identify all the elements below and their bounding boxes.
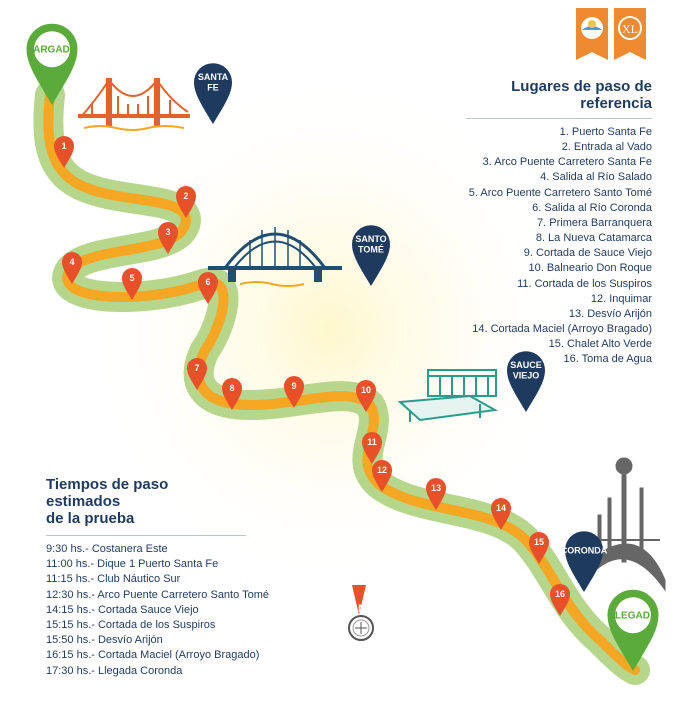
logo-badge-text: XL — [622, 22, 638, 36]
start-marker-label: LARGADA — [27, 44, 77, 56]
estimated-time-item: 15:15 hs.- Cortada de los Suspiros — [46, 619, 216, 632]
city-marker-santo-tome-label: SANTO — [355, 234, 387, 245]
estimated-times-title — [46, 476, 236, 527]
estimated-time-item: 11:15 hs.- Club Náutico Sur — [46, 573, 181, 586]
reference-place-item: 12. Inquimar — [590, 292, 652, 305]
estimated-time-item: 17:30 hs.- Llegada Coronda — [46, 664, 183, 677]
logo-badges — [576, 8, 646, 60]
reference-place-item: 4. Salida al Río Salado — [540, 171, 652, 184]
estimated-times-panel — [46, 476, 269, 679]
reference-place-item: 9. Cortada de Sauce Viejo — [523, 247, 652, 260]
reference-places-panel — [466, 78, 652, 371]
reference-places-list — [466, 125, 652, 371]
reference-place-item: 5. Arco Puente Carretero Santo Tomé — [468, 186, 652, 199]
estimated-times-list — [46, 542, 269, 679]
suspension-bridge-illustration — [78, 78, 190, 130]
city-marker-sauce-viejo-label: VIEJO — [512, 370, 540, 381]
waypoint-pin-14-label: 14 — [495, 503, 507, 514]
reference-place-item: 13. Desvío Arijón — [568, 307, 652, 320]
estimated-times-title-line2: de la prueba — [46, 510, 135, 527]
waypoint-pin-9-label: 9 — [291, 381, 297, 392]
reference-place-item: 11. Cortada de los Suspiros — [517, 277, 652, 290]
estimated-time-item: 16:15 hs.- Cortada Maciel (Arroyo Bragado) — [46, 649, 260, 662]
reference-place-item: 15. Chalet Alto Verde — [548, 338, 652, 351]
reference-place-item: 10. Balneario Don Roque — [528, 262, 652, 275]
waypoint-pin-5-label: 5 — [129, 273, 135, 284]
waypoint-pin-7-label: 7 — [194, 363, 200, 374]
waypoint-pin-4-label: 4 — [69, 257, 75, 268]
reference-place-item: 6. Salida al Río Coronda — [532, 201, 652, 214]
water-intake-illustration — [590, 458, 665, 590]
reference-place-item: 14. Cortada Maciel (Arroyo Bragado) — [472, 323, 652, 336]
estimated-time-item: 15:50 hs.- Desvío Arijón — [46, 634, 163, 647]
waypoint-pin-16-label: 16 — [554, 589, 566, 600]
waypoint-pin-1-label: 1 — [61, 141, 67, 152]
waypoint-pin-11-label: 11 — [367, 437, 377, 448]
city-marker-sauce-viejo-label: SAUCE — [510, 360, 542, 371]
compass-north-label: N — [358, 603, 366, 615]
city-marker-santa-fe-label: SANTA — [197, 72, 229, 83]
city-marker-santo-tome-label: TOMÉ — [358, 244, 384, 255]
waypoint-pin-13-label: 13 — [430, 483, 442, 494]
city-marker-coronda-label: CORONDA — [560, 545, 608, 556]
divider — [46, 535, 246, 536]
reference-place-item: 2. Entrada al Vado — [561, 141, 652, 154]
waypoint-pin-10-label: 10 — [360, 385, 372, 396]
waypoint-pin-15-label: 15 — [533, 537, 545, 548]
reference-place-item: 7. Primera Barranquera — [537, 216, 652, 229]
city-marker-santa-fe-label: FE — [207, 82, 219, 93]
reference-place-item: 16. Toma de Agua — [563, 353, 652, 366]
estimated-time-item: 9:30 hs.- Costanera Este — [46, 543, 168, 555]
waypoint-pin-6-label: 6 — [205, 277, 211, 288]
estimated-time-item: 14:15 hs.- Cortada Sauce Viejo — [46, 603, 199, 616]
divider — [466, 118, 652, 119]
finish-marker-label: LLEGADA — [608, 610, 658, 622]
waypoint-pin-3-label: 3 — [165, 227, 171, 238]
start-marker — [27, 25, 77, 102]
estimated-time-item: 11:00 hs.- Dique 1 Puerto Santa Fe — [46, 558, 219, 571]
reference-place-item: 8. La Nueva Catamarca — [535, 232, 652, 245]
reference-place-item: 1. Puerto Santa Fe — [559, 126, 652, 138]
waypoint-pin-2-label: 2 — [183, 191, 189, 202]
reference-places-title: Lugares de paso de referencia — [511, 78, 652, 112]
waypoint-pin-12-label: 12 — [376, 465, 388, 476]
estimated-time-item: 12:30 hs.- Arco Puente Carretero Santo Tomé — [46, 588, 269, 601]
estimated-times-title-line1: Tiempos de paso estimados — [46, 476, 169, 510]
waypoint-pin-8-label: 8 — [229, 383, 235, 394]
compass — [349, 585, 373, 640]
reference-place-item: 3. Arco Puente Carretero Santa Fe — [482, 156, 652, 169]
